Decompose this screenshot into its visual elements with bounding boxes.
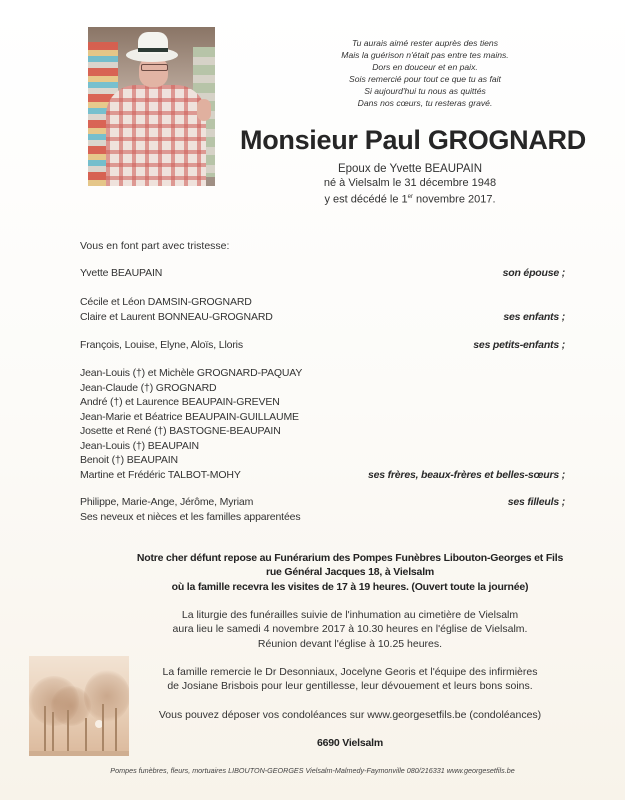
poem-line: Si aujourd'hui tu nous as quittés — [364, 86, 486, 96]
thanks-notice — [90, 665, 610, 694]
family-member: Yvette BEAUPAIN — [80, 267, 163, 279]
ground — [29, 751, 129, 756]
thanks-line: de Josiane Brisbois pour leur gentillesse, leur dévouement et leurs bons soins. — [167, 680, 533, 693]
liturgy-line: La liturgie des funérailles suivie de l'inhumation au cimetière de Vielsalm — [181, 609, 519, 621]
family-member: Jean-Claude (†) GROGNARD — [80, 381, 217, 394]
photo-glasses — [141, 64, 168, 71]
family-member: Jean-Louis (†) BEAUPAIN — [80, 439, 199, 452]
portrait-photo — [88, 27, 215, 186]
family-relation: son épouse ; — [502, 267, 565, 279]
death-line-prefix: y est décédé le 1 — [324, 193, 408, 206]
family-group-siblings — [80, 366, 565, 482]
family-row — [80, 381, 565, 396]
poem-line: Dans nos cœurs, tu resteras gravé. — [357, 98, 493, 108]
family-group-children — [80, 295, 565, 324]
funerarium-line: rue Général Jacques 18, à Vielsalm — [265, 566, 435, 579]
family-row — [80, 266, 565, 281]
family-group-spouse — [80, 266, 565, 281]
family-row — [80, 439, 565, 454]
funerarium-line: Notre cher défunt repose au Funérarium des Pompes Funèbres Libouton-Georges et Fils — [136, 552, 564, 564]
family-row — [80, 424, 565, 439]
poem-line: Sois remercié pour tout ce que tu as fait — [349, 74, 501, 84]
birth-line: né à Vielsalm le 31 décembre 1948 — [323, 177, 497, 189]
family-row — [80, 310, 565, 325]
family-relation: ses filleuls ; — [507, 496, 565, 508]
family-row — [80, 338, 565, 353]
family-row — [80, 295, 565, 310]
poem-line: Tu aurais aimé rester auprès des tiens — [351, 38, 498, 48]
family-row — [80, 366, 565, 381]
poem-line: Mais la guérison n'était pas entre tes mains. — [341, 50, 509, 60]
family-relation: ses enfants ; — [503, 310, 565, 323]
family-member: Philippe, Marie-Ange, Jérôme, Myriam — [80, 496, 254, 508]
postal-line: 6690 Vielsalm — [316, 737, 384, 749]
family-relation: ses frères, beaux-frères et belles-sœurs ; — [367, 468, 565, 481]
death-line — [240, 190, 580, 207]
family-member: Cécile et Léon DAMSIN-GROGNARD — [80, 296, 252, 308]
deceased-info — [240, 162, 580, 207]
liturgy-notice — [90, 608, 610, 651]
family-row — [80, 495, 565, 510]
funeral-home-footer: Pompes funèbres, fleurs, mortuaires LIBOUTON-GEORGES Vielsalm-Malmedy-Faymonville 080/216331 www.georgesetfils.be — [110, 766, 515, 775]
funerarium-notice — [90, 551, 610, 594]
tree-trunk — [52, 712, 54, 752]
family-member: François, Louise, Elyne, Aloïs, Lloris — [80, 339, 243, 351]
poem-line: Dors en douceur et en paix. — [372, 62, 478, 72]
poem — [300, 37, 550, 109]
photo-plaid-shirt — [106, 85, 206, 186]
death-line-suffix: novembre 2017. — [412, 193, 496, 206]
family-group-godchildren — [80, 495, 565, 524]
tree-trunk — [44, 706, 46, 752]
family-member: André (†) et Laurence BEAUPAIN-GREVEN — [80, 396, 280, 408]
family-relation: ses petits-enfants ; — [473, 339, 565, 351]
tree-trunk — [85, 718, 87, 752]
family-group-grandchildren — [80, 338, 565, 353]
photo-hat-band — [138, 48, 168, 52]
family-member: Jean-Louis (†) et Michèle GROGNARD-PAQUAY — [80, 367, 303, 379]
death-line-sup: er — [407, 194, 413, 200]
funerarium-line: où la famille recevra les visites de 17 à 19 heures. (Ouvert toute la journée) — [171, 580, 529, 593]
condolences-notice — [90, 708, 610, 722]
family-member: Martine et Frédéric TALBOT-MOHY — [80, 468, 241, 481]
condolences-line: Vous pouvez déposer vos condoléances sur www.georgesetfils.be (condoléances) — [158, 709, 542, 721]
postal-address — [90, 736, 610, 750]
spouse-line: Epoux de Yvette BEAUPAIN — [337, 163, 483, 175]
misty-trees-image — [29, 656, 129, 756]
photo-hand — [197, 99, 211, 121]
family-row — [80, 510, 565, 525]
tree-trunk — [67, 710, 69, 752]
family-row — [80, 453, 565, 468]
family-member: Benoit (†) BEAUPAIN — [80, 454, 178, 466]
family-member: Ses neveux et nièces et les familles apparentées — [80, 510, 301, 523]
family-row — [80, 395, 565, 410]
liturgy-line: Réunion devant l'église à 10.25 heures. — [257, 637, 443, 650]
family-member: Josette et René (†) BASTOGNE-BEAUPAIN — [80, 425, 281, 437]
tree-trunk — [115, 708, 117, 752]
deceased-name: Monsieur Paul GROGNARD — [240, 125, 586, 155]
liturgy-line: aura lieu le samedi 4 novembre 2017 à 10.30 heures en l'église de Vielsalm. — [172, 623, 528, 636]
thanks-line: La famille remercie le Dr Desonniaux, Jocelyne Georis et l'équipe des infirmières — [162, 666, 538, 678]
family-member: Jean-Marie et Béatrice BEAUPAIN-GUILLAUME — [80, 410, 299, 423]
family-row — [80, 468, 565, 483]
family-row — [80, 410, 565, 425]
tree-crown — [84, 670, 129, 722]
intro-text: Vous en font part avec tristesse: — [80, 240, 230, 252]
tree-trunk — [102, 704, 104, 752]
family-member: Claire et Laurent BONNEAU-GROGNARD — [80, 310, 273, 323]
